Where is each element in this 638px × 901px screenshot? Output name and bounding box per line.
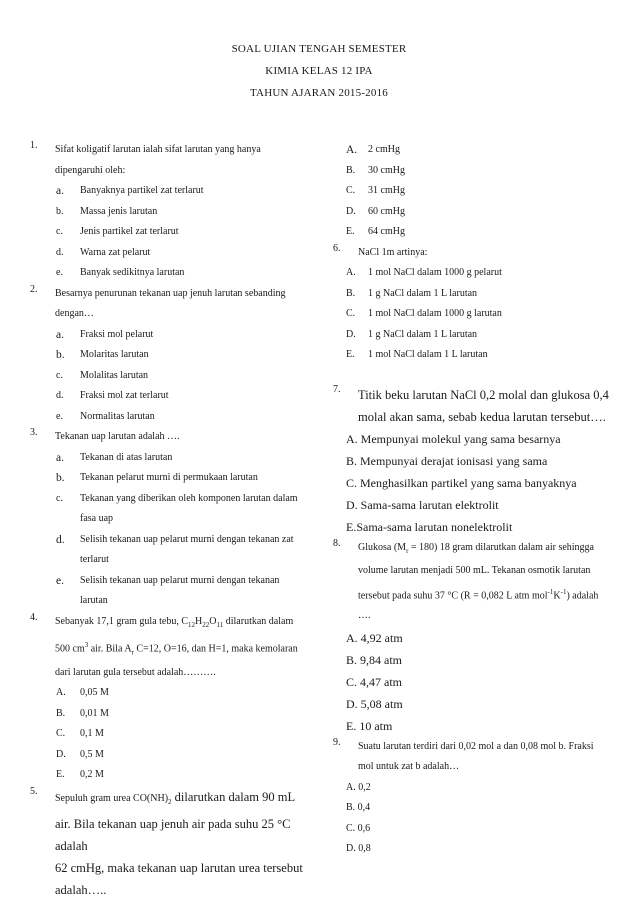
option-text	[346, 819, 623, 840]
option-text: Mempunyai derajat ionisasi yang sama	[360, 453, 548, 468]
option	[333, 263, 623, 284]
option	[333, 516, 623, 538]
question-stem	[333, 737, 623, 778]
option	[333, 222, 623, 243]
stem-line: molal akan sama, sebab kedua larutan tersebut….	[358, 409, 606, 424]
option	[333, 284, 623, 305]
header-year: TAHUN AJARAN 2015-2016	[250, 87, 388, 99]
stem-line: Sifat koligatif larutan ialah sifat larutan yang hanya	[55, 144, 261, 155]
option-text: Warna zat pelarut	[80, 246, 151, 258]
option	[333, 671, 623, 693]
option-label: A.	[346, 144, 358, 156]
option-text: Sama-sama larutan nonelektrolit	[356, 519, 513, 534]
option	[333, 798, 623, 819]
option-label: a.	[56, 185, 64, 197]
option-label: B.	[346, 164, 356, 176]
option-label: B.	[346, 453, 358, 468]
option-label: A.	[346, 781, 356, 793]
option-label: D.	[346, 843, 356, 855]
option-value: 0,8	[358, 843, 371, 855]
option-label: C.	[56, 728, 66, 740]
option-value: 0,2	[358, 781, 371, 793]
option-text: 1 g NaCl dalam 1 L larutan	[368, 328, 478, 340]
option-text: 30 cmHg	[368, 164, 405, 176]
option-text: 1 mol NaCl dalam 1000 g larutan	[368, 308, 502, 319]
option	[30, 571, 320, 612]
stem-line: ….	[358, 610, 371, 622]
right-column	[333, 140, 623, 860]
stem-line: dengan…	[55, 308, 94, 319]
option	[333, 450, 623, 472]
subscript: 12	[188, 620, 196, 629]
question-4	[30, 612, 320, 786]
stem-line: dari larutan gula tersebut adalah……….	[55, 666, 216, 678]
option-label: C.	[346, 822, 356, 834]
subscript: r	[406, 546, 409, 555]
option-label: e.	[56, 267, 63, 278]
option-label: E.	[346, 226, 355, 237]
stem-line: Titik beku larutan NaCl 0,2 molal dan glukosa 0,4	[358, 387, 609, 402]
option	[333, 715, 623, 737]
option-label: d.	[56, 390, 64, 401]
option-text: Massa jenis larutan	[80, 205, 158, 217]
option-text: Jenis partikel zat terlarut	[80, 226, 179, 237]
option	[30, 704, 320, 725]
stem-line: mol untuk zat b adalah…	[358, 761, 460, 773]
option	[30, 683, 320, 704]
option-text: 0,1 M	[80, 728, 104, 740]
header-title: SOAL UJIAN TENGAH SEMESTER	[231, 43, 407, 55]
question-stem: NaCl 1m artinya:	[358, 246, 428, 258]
option-text: Molaritas larutan	[80, 349, 149, 360]
option	[333, 345, 623, 366]
option	[333, 202, 623, 223]
stem-line: 62 cmHg, maka tekanan uap larutan urea tersebut	[55, 860, 303, 875]
subscript: r	[131, 648, 134, 657]
stem-text: dilarutkan dalam	[223, 615, 294, 627]
option	[333, 494, 623, 516]
option-label: A.	[56, 687, 66, 699]
superscript: -1	[560, 587, 567, 596]
option	[30, 243, 320, 264]
header-subject: KIMIA KELAS 12 IPA	[265, 65, 373, 77]
option-label: B.	[346, 287, 356, 299]
option	[333, 428, 623, 450]
option	[30, 263, 320, 284]
stem-text: Glukosa (M	[358, 541, 407, 553]
option-text: 9,84 atm	[360, 652, 403, 667]
stem-text: = 180) 18 gram dilarutkan dalam air sehingga	[408, 541, 594, 553]
option	[333, 693, 623, 715]
option-label: D.	[56, 748, 66, 760]
spacer	[333, 366, 623, 384]
question-stem	[333, 384, 623, 428]
question-3	[30, 427, 320, 612]
option-label: C.	[346, 674, 358, 689]
stem-text: O	[209, 615, 217, 627]
option-value: 0,6	[357, 822, 371, 834]
option-text: 4,47 atm	[360, 674, 403, 689]
question-7	[333, 384, 623, 538]
question-stem	[30, 284, 320, 325]
option-text: 10 atm	[359, 718, 393, 733]
option-label: b.	[56, 349, 65, 361]
option	[333, 161, 623, 182]
option	[30, 386, 320, 407]
option	[333, 819, 623, 840]
option-text: 64 cmHg	[368, 226, 405, 237]
option	[333, 304, 623, 325]
question-8	[333, 538, 623, 737]
stem-line: Besarnya penurunan tekanan uap jenuh larutan sebanding	[55, 287, 286, 299]
option-text	[80, 489, 320, 530]
option-label: D.	[346, 205, 356, 217]
superscript: 3	[84, 641, 89, 649]
option	[30, 489, 320, 530]
option-label: c.	[56, 226, 63, 237]
superscript: -1	[547, 587, 554, 596]
option	[333, 140, 623, 161]
option-label: B.	[56, 707, 66, 719]
option-label: e.	[56, 410, 63, 422]
option-text	[346, 798, 623, 819]
stem-line	[55, 786, 320, 813]
question-stem	[30, 140, 320, 181]
stem-line	[55, 612, 320, 636]
option	[30, 345, 320, 366]
stem-line: air. Bila tekanan uap jenuh air pada suhu 25 °C adalah	[55, 816, 291, 853]
option-text: Menghasilkan partikel yang sama banyaknya	[360, 475, 577, 490]
question-stem	[30, 786, 320, 901]
stem-text: C=12, O=16, dan H=1, maka kemolaran	[133, 643, 298, 655]
option-line: terlarut	[80, 554, 109, 565]
option-text: 0,2 M	[80, 769, 104, 781]
option-text: Sama-sama larutan elektrolit	[360, 497, 499, 512]
stem-text: H	[195, 615, 203, 627]
option-text: 4,92 atm	[360, 630, 403, 645]
stem-text: 500 cm	[55, 643, 85, 655]
stem-line: dipengaruhi oleh:	[55, 164, 126, 176]
question-5-options	[333, 140, 623, 243]
stem-text: Sebanyak 17,1 gram gula tebu, C	[55, 615, 189, 627]
option-text: Tekanan di atas larutan	[80, 451, 173, 463]
option-line: Tekanan yang diberikan oleh komponen larutan dalam	[80, 492, 298, 504]
option-value: 0,4	[357, 802, 371, 814]
option	[30, 765, 320, 786]
stem-text: air. Bila A	[88, 643, 132, 655]
option-text: Banyak sedikitnya larutan	[80, 267, 185, 278]
option-line: larutan	[80, 595, 108, 606]
stem-text: Sepuluh gram urea CO(NH)	[55, 792, 169, 804]
option	[333, 627, 623, 649]
option-label: D.	[346, 328, 356, 340]
option-label: b.	[56, 472, 65, 484]
option	[30, 222, 320, 243]
option-label: d.	[56, 533, 65, 546]
option	[30, 181, 320, 202]
option-text: Molalitas larutan	[80, 369, 149, 381]
stem-line	[358, 582, 623, 607]
option	[30, 530, 320, 571]
stem-line: adalah…..	[55, 882, 107, 897]
stem-line: Suatu larutan terdiri dari 0,02 mol a dan 0,08 mol b. Fraksi	[358, 740, 594, 752]
option	[30, 325, 320, 346]
exam-header	[0, 38, 638, 104]
option-label: A.	[346, 431, 358, 446]
option-label: A.	[346, 267, 356, 278]
option-label: d.	[56, 246, 64, 258]
question-number: 7.	[333, 383, 341, 395]
option-label: E.	[346, 349, 355, 360]
question-number: 9.	[333, 736, 341, 748]
option-label: B.	[346, 652, 358, 667]
option-text: 0,01 M	[80, 707, 109, 719]
option-label: E.	[56, 769, 65, 781]
option-label: C.	[346, 308, 356, 319]
question-6	[333, 243, 623, 366]
option-text	[346, 839, 623, 860]
left-column	[30, 140, 320, 901]
option-text	[346, 778, 623, 799]
option-label: a.	[56, 328, 64, 341]
option	[333, 778, 623, 799]
subscript: 22	[202, 620, 210, 629]
question-number: 1.	[30, 140, 38, 151]
option-label: C.	[346, 475, 358, 490]
option-text: 1 mol NaCl dalam 1000 g pelarut	[368, 267, 502, 278]
option-text: 2 cmHg	[368, 144, 400, 155]
option-text: 5,08 atm	[360, 696, 403, 711]
option-text: 60 cmHg	[368, 205, 405, 217]
stem-text: tersebut pada suhu 37 °C (R = 0,082 L atm mol	[358, 589, 548, 601]
subscript: 2	[168, 797, 172, 806]
question-stem	[30, 427, 320, 448]
question-2	[30, 284, 320, 428]
question-stem	[30, 612, 320, 684]
question-number: 2.	[30, 283, 38, 295]
option	[333, 839, 623, 860]
option-label: c.	[56, 492, 63, 504]
option-line: fasa uap	[80, 513, 114, 524]
option	[30, 366, 320, 387]
option-line: Selisih tekanan uap pelarut murni dengan tekanan zat	[80, 533, 294, 545]
question-5	[30, 786, 320, 901]
option-text: 0,05 M	[80, 687, 109, 699]
question-9	[333, 737, 623, 860]
stem-line: volume larutan menjadi 500 mL. Tekanan osmotik larutan	[358, 565, 591, 576]
option-label: b.	[56, 205, 64, 217]
option	[30, 407, 320, 428]
option-text: 31 cmHg	[368, 185, 405, 196]
question-number: 6.	[333, 242, 341, 254]
option	[333, 181, 623, 202]
option-label: D.	[346, 497, 358, 512]
question-number: 4.	[30, 611, 38, 623]
option	[333, 649, 623, 671]
option-text: Banyaknya partikel zat terlarut	[80, 185, 204, 196]
option-text	[80, 571, 320, 612]
option-label: B.	[346, 802, 356, 814]
option-text: Fraksi mol pelarut	[80, 328, 154, 340]
option-text: 0,5 M	[80, 748, 104, 760]
option-text: Tekanan pelarut murni di permukaan larutan	[80, 472, 258, 483]
option-line: Selisih tekanan uap pelarut murni dengan tekanan	[80, 574, 280, 586]
option	[30, 724, 320, 745]
stem-line	[55, 635, 320, 663]
option-text: 1 mol NaCl dalam 1 L larutan	[368, 349, 488, 360]
option-label: E.	[346, 519, 357, 534]
option-text: Normalitas larutan	[80, 410, 155, 422]
option	[30, 448, 320, 469]
option	[30, 745, 320, 766]
question-1	[30, 140, 320, 284]
option-text: Mempunyai molekul yang sama besarnya	[360, 431, 561, 446]
option-label: E.	[346, 718, 357, 733]
option	[333, 325, 623, 346]
option-label: D.	[346, 696, 358, 711]
option	[333, 472, 623, 494]
option-text: Fraksi mol zat terlarut	[80, 390, 169, 401]
option-label: c.	[56, 369, 63, 381]
stem-line	[358, 538, 623, 562]
option-label: A.	[346, 630, 358, 645]
stem-text: dilarutkan dalam 90 mL	[171, 789, 296, 804]
option-text: 1 g NaCl dalam 1 L larutan	[368, 287, 478, 299]
option-text	[80, 530, 320, 571]
question-number: 5.	[30, 785, 38, 797]
option	[30, 202, 320, 223]
option-label: e.	[56, 574, 64, 587]
question-number: 8.	[333, 537, 341, 549]
option-label: a.	[56, 451, 64, 464]
stem-line: Tekanan uap larutan adalah ….	[55, 431, 180, 442]
subscript: 11	[216, 620, 224, 629]
question-number: 3.	[30, 427, 38, 438]
stem-text: ) adalah	[566, 589, 599, 601]
option-label: C.	[346, 185, 356, 196]
option	[30, 468, 320, 489]
stem-text: K	[553, 589, 561, 601]
question-stem	[333, 538, 623, 627]
